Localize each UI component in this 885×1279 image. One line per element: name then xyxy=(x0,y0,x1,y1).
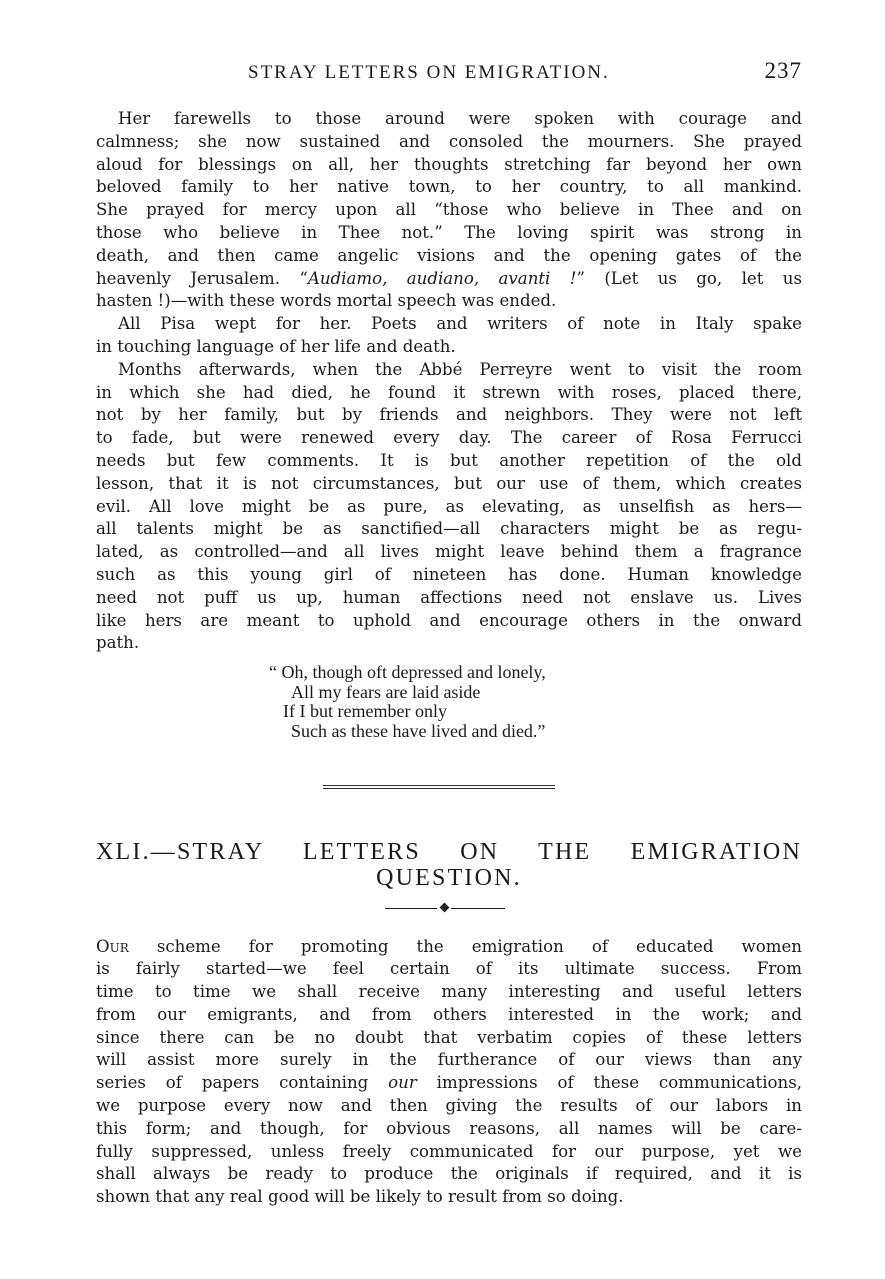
text-line: fully suppressed, unless freely communicated for our purpose, yet we xyxy=(96,1141,802,1161)
text-line: evil. All love might be as pure, as elevating, as unselfish as hers— xyxy=(96,496,802,516)
text-line: not by her family, but by friends and neighbors. They were not left xyxy=(96,405,802,425)
text-line-with-italic xyxy=(96,268,802,291)
ornament-divider xyxy=(385,901,505,915)
poem-quote xyxy=(269,663,802,741)
text-line: to fade, but were renewed every day. The career of Rosa Ferrucci xyxy=(96,428,802,448)
text-line: from our emigrants, and from others interested in the work; and xyxy=(96,1004,802,1024)
text-line: Months afterwards, when the Abbé Perreyre went to visit the room xyxy=(118,359,802,379)
poem-line: “ Oh, though oft depressed and lonely, xyxy=(269,662,546,683)
text-line: like hers are meant to uphold and encourage others in the onward xyxy=(96,610,802,630)
text-line: lated, as controlled—and all lives might leave behind them a fragrance xyxy=(96,542,802,562)
chapter-title-line: QUESTION. xyxy=(376,864,522,891)
text-line: in which she had died, he found it strewn with roses, placed there, xyxy=(96,382,802,402)
text-line: needs but few comments. It is but another repetition of the old xyxy=(96,450,802,470)
text-fragment: impressions of these communications, xyxy=(416,1073,802,1093)
text-line: death, and then came angelic visions and the opening gates of the xyxy=(96,245,802,265)
text-line: since there can be no doubt that verbatim copies of these letters xyxy=(96,1027,802,1047)
text-line: in touching language of her life and death. xyxy=(96,336,456,356)
text-line: will assist more surely in the furtherance of our views than any xyxy=(96,1050,802,1070)
document-page xyxy=(96,58,802,1209)
paragraph-scheme xyxy=(96,936,802,1210)
text-line: this form; and though, for obvious reasons, all names will be care- xyxy=(96,1118,802,1138)
running-head xyxy=(96,58,802,88)
running-title: STRAY LETTERS ON EMIGRATION. xyxy=(248,62,610,83)
poem-line: All my fears are laid aside xyxy=(291,681,481,702)
text-fragment: scheme for promoting the emigration of educated women xyxy=(128,936,802,956)
ornament-rule xyxy=(451,908,505,909)
first-word: Our xyxy=(96,936,129,956)
italic-quote: Audiamo, audiano, avanti ! xyxy=(307,268,577,288)
page-number: 237 xyxy=(764,58,802,83)
chapter-heading xyxy=(96,839,802,891)
text-line: we purpose every now and then giving the results of our labors in xyxy=(96,1096,802,1116)
section-divider xyxy=(323,785,555,789)
text-line: hasten !)—with these words mortal speech was ended. xyxy=(96,291,557,311)
text-line: those who believe in Thee not.” The loving spirit was strong in xyxy=(96,222,802,242)
text-line: She prayed for mercy upon all “those who believe in Thee and on xyxy=(96,200,802,220)
text-line: shown that any real good will be likely to result from so doing. xyxy=(96,1187,624,1207)
text-line: is fairly started—we feel certain of its ultimate success. From xyxy=(96,959,802,979)
text-line-with-italic xyxy=(96,1072,802,1095)
poem-line: Such as these have lived and died.” xyxy=(291,720,546,741)
text-line: such as this young girl of nineteen has done. Human knowledge xyxy=(96,564,802,584)
text-line: all talents might be as sanctified—all characters might be as regu- xyxy=(96,519,802,539)
text-line: time to time we shall receive many interesting and useful letters xyxy=(96,982,802,1002)
text-fragment: ” (Let us go, let us xyxy=(576,268,802,288)
poem-line: If I but remember only xyxy=(283,701,447,722)
chapter-title-line: XLI.—STRAY LETTERS ON THE EMIGRATION xyxy=(96,838,802,865)
text-fragment: series of papers containing xyxy=(96,1073,389,1093)
text-line: aloud for blessings on all, her thoughts stretching far beyond her own xyxy=(96,154,802,174)
text-line: path. xyxy=(96,633,140,653)
text-line: shall always be ready to produce the originals if required, and it is xyxy=(96,1164,802,1184)
text-line: Her farewells to those around were spoken with courage and xyxy=(118,109,802,128)
diamond-icon xyxy=(440,902,450,912)
text-fragment: heavenly Jerusalem. “ xyxy=(96,268,308,288)
text-line: beloved family to her native town, to her country, to all mankind. xyxy=(96,177,802,197)
text-line-with-smallcaps xyxy=(96,936,802,959)
paragraph-farewells xyxy=(96,108,802,313)
italic-word: our xyxy=(388,1073,417,1093)
paragraph-pisa xyxy=(96,313,802,359)
text-line: All Pisa wept for her. Poets and writers of note in Italy spake xyxy=(118,314,802,334)
text-line: need not puff us up, human affections need not enslave us. Lives xyxy=(96,587,802,607)
text-line: calmness; she now sustained and consoled the mourners. She prayed xyxy=(96,131,802,151)
text-line: lesson, that it is not circumstances, but our use of them, which creates xyxy=(96,473,802,493)
paragraph-months-afterwards xyxy=(96,359,802,655)
ornament-rule xyxy=(385,908,437,909)
